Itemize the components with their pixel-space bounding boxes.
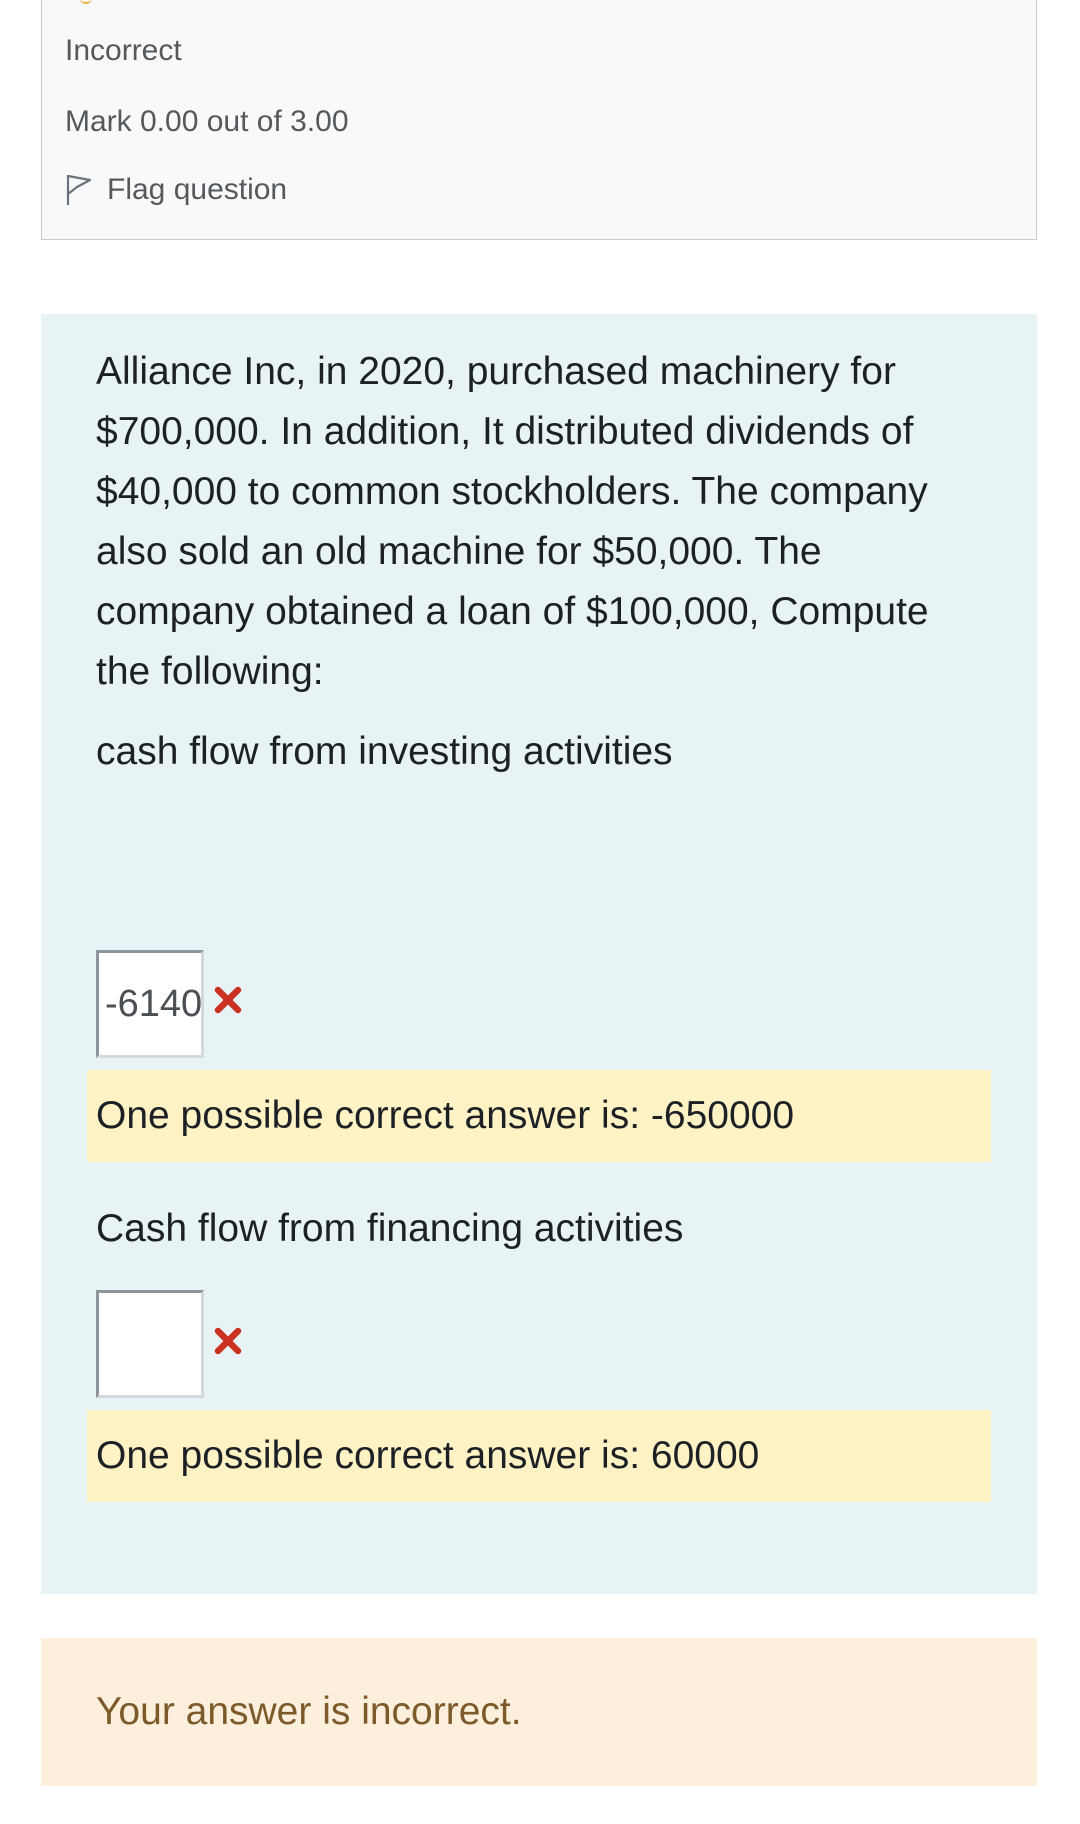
question-state: Incorrect [65, 34, 182, 67]
answer-input-investing[interactable] [96, 950, 204, 1058]
answer-input-financing[interactable] [96, 1290, 204, 1398]
feedback-text: Your answer is incorrect. [96, 1690, 522, 1733]
correct-answer-financing [87, 1410, 991, 1502]
correct-answer-investing [87, 1070, 991, 1162]
incorrect-icon [213, 985, 243, 1015]
question-number-underline [80, 0, 92, 4]
correct-answer-text: One possible correct answer is: 60000 [96, 1434, 760, 1477]
part-label-financing: Cash flow from financing activities [96, 1207, 684, 1250]
correct-answer-text: One possible correct answer is: -650000 [96, 1094, 795, 1137]
question-info-panel [41, 0, 1037, 240]
part-label-investing: cash flow from investing activities [96, 730, 673, 773]
flag-icon [65, 173, 93, 207]
flag-question-link[interactable] [65, 173, 287, 207]
question-text: Alliance Inc, in 2020, purchased machinery for $700,000. In addition, It distributed dividends of $40,000 to common stockholders. The company also sold an old machine for $50,000. The company obtained a loan of $100,000, Compute the following: [96, 350, 929, 693]
question-content-panel [41, 314, 1037, 1594]
question-grade: Mark 0.00 out of 3.00 [65, 105, 349, 138]
flag-question-label: Flag question [107, 173, 288, 206]
general-feedback-panel [41, 1638, 1037, 1786]
incorrect-icon [213, 1326, 243, 1356]
